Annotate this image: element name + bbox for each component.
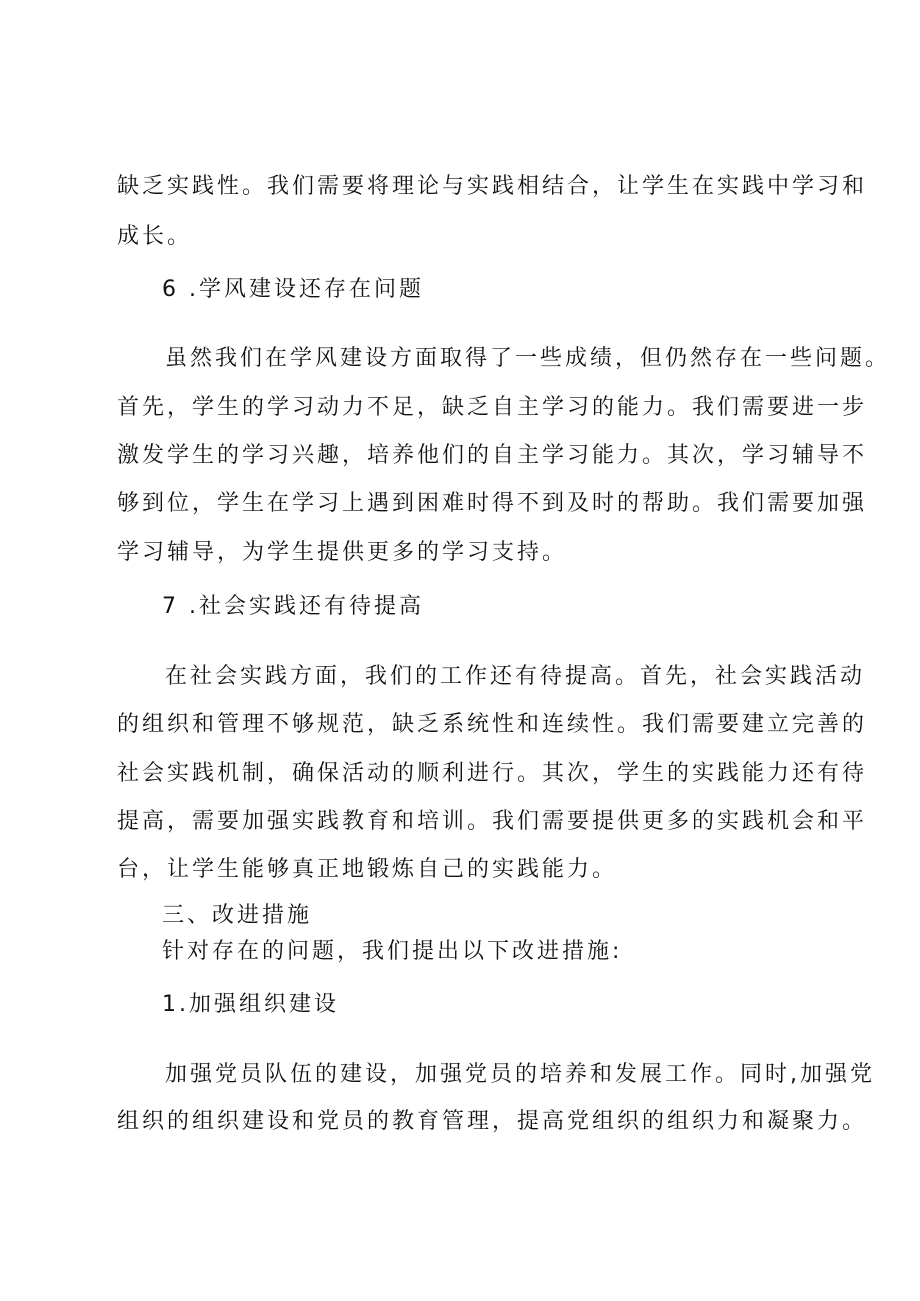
paragraph-line: 激发学生的学习兴趣，培养他们的自主学习能力。其次，学习辅导不 xyxy=(117,443,868,468)
section-heading-improvement: 三、改进措施 xyxy=(162,903,313,928)
paragraph-line: 缺乏实践性。我们需要将理论与实践相结合，让学生在实践中学习和 xyxy=(117,174,868,199)
section-heading-6: 6 .学风建设还存在问题 xyxy=(162,277,424,302)
subsection-heading-1: 1.加强组织建设 xyxy=(162,992,339,1017)
paragraph-line: 在社会实践方面，我们的工作还有待提高。首先，社会实践活动 xyxy=(165,664,866,689)
paragraph-line: 的组织和管理不够规范，缺乏系统性和连续性。我们需要建立完善的 xyxy=(117,712,868,737)
paragraph-line: 虽然我们在学风建设方面取得了一些成绩，但仍然存在一些问题。 xyxy=(165,346,891,371)
paragraph-line: 加强党员队伍的建设，加强党员的培养和发展工作。同时,加强党 xyxy=(165,1062,875,1087)
paragraph-line: 台，让学生能够真正地锻炼自己的实践能力。 xyxy=(117,857,618,882)
section-heading-7: 7 .社会实践还有待提高 xyxy=(162,594,424,619)
paragraph-line: 首先，学生的学习动力不足，缺乏自主学习的能力。我们需要进一步 xyxy=(117,395,868,420)
paragraph-line: 成长。 xyxy=(117,224,193,249)
paragraph-line: 学习辅导，为学生提供更多的学习支持。 xyxy=(117,540,568,565)
paragraph-line: 提高，需要加强实践教育和培训。我们需要提供更多的实践机会和平 xyxy=(117,809,868,834)
paragraph-line: 组织的组织建设和党员的教育管理，提高党组织的组织力和凝聚力。 xyxy=(117,1109,868,1134)
paragraph-line: 够到位，学生在学习上遇到困难时得不到及时的帮助。我们需要加强 xyxy=(117,491,868,516)
paragraph-line: 社会实践机制，确保活动的顺利进行。其次，学生的实践能力还有待 xyxy=(117,761,868,786)
paragraph-line: 针对存在的问题，我们提出以下改进措施: xyxy=(162,939,623,964)
